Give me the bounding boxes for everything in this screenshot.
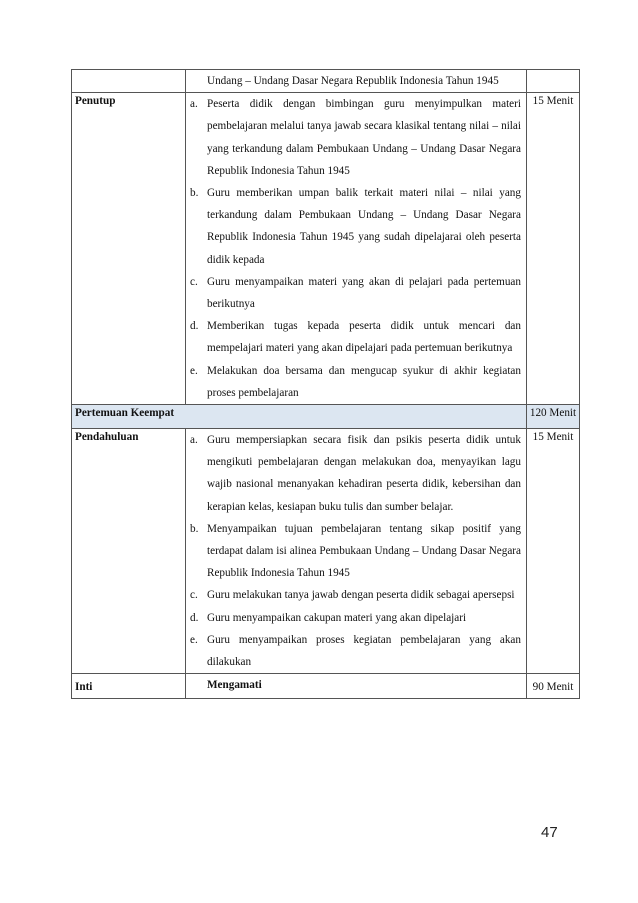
list-item: e. Guru menyampaikan proses kegiatan pembelajaran yang akan dilakukan xyxy=(190,633,521,669)
page-number: 47 xyxy=(541,824,558,841)
activity-cell xyxy=(186,93,527,405)
activity-cell xyxy=(186,70,527,93)
phase-label: Inti xyxy=(72,674,186,699)
lesson-plan-table xyxy=(71,69,580,699)
time-cell: 15 Menit xyxy=(527,93,580,405)
table-row xyxy=(72,674,580,699)
table-row xyxy=(72,405,580,429)
list-item: c. Guru menyampaikan materi yang akan di pelajari pada pertemuan berikutnya xyxy=(190,275,521,311)
time-cell xyxy=(527,70,580,93)
phase-label: Pendahuluan xyxy=(72,429,186,674)
continuation-text: Undang – Undang Dasar Negara Republik Indonesia Tahun 1945 xyxy=(207,75,499,87)
table-row xyxy=(72,93,580,405)
list-item: b. Guru memberikan umpan balik terkait materi nilai – nilai yang terkandung dalam Pembukaan Undang – Undang Dasar Negara Republik Indonesia Tahun 1945 yang sudah dipelajarai oleh peserta didik kepada xyxy=(190,187,521,266)
table-row xyxy=(72,429,580,674)
time-cell: 15 Menit xyxy=(527,429,580,674)
activity-heading: Mengamati xyxy=(186,674,527,699)
list-item: d. Memberikan tugas kepada peserta didik untuk mencari dan mempelajari materi yang akan dipelajari pada pertemuan berikutnya xyxy=(190,320,521,355)
activity-cell xyxy=(186,429,527,674)
list-item: b. Menyampaikan tujuan pembelajaran tentang sikap positif yang terdapat dalam isi alinea Pembukaan Undang – Undang Dasar Negara Republik Indonesia Tahun 1945 xyxy=(190,522,521,580)
list-item: c. Guru melakukan tanya jawab dengan peserta didik sebagai apersepsi xyxy=(190,589,515,602)
phase-cell xyxy=(72,70,186,93)
list-item: e. Melakukan doa bersama dan mengucap syukur di akhir kegiatan proses pembelajaran xyxy=(190,364,521,399)
list-item: a. Guru mempersiapkan secara fisik dan psikis peserta didik untuk mengikuti pembelajaran dengan melakukan doa, menyayikan lagu wajib nasional menanyakan kehadiran peserta didik, kebersihan dan kerapian kelas, kesiapan buku tulis dan sumber belajar. xyxy=(190,434,521,513)
list-item: a. Peserta didik dengan bimbingan guru menyimpulkan materi pembelajaran melalui tanya jawab secara klasikal tentang nilai – nilai yang terkandung dalam Pembukaan Undang – Undang Dasar Negara Republik Indonesia Tahun 1945 xyxy=(190,98,521,177)
week-heading: Pertemuan Keempat xyxy=(72,405,527,429)
phase-label: Penutup xyxy=(72,93,186,405)
time-cell: 90 Menit xyxy=(527,674,580,699)
time-cell: 120 Menit xyxy=(527,405,580,429)
table-row xyxy=(72,70,580,93)
list-item: d. Guru menyampaikan cakupan materi yang akan dipelajari xyxy=(190,611,467,624)
